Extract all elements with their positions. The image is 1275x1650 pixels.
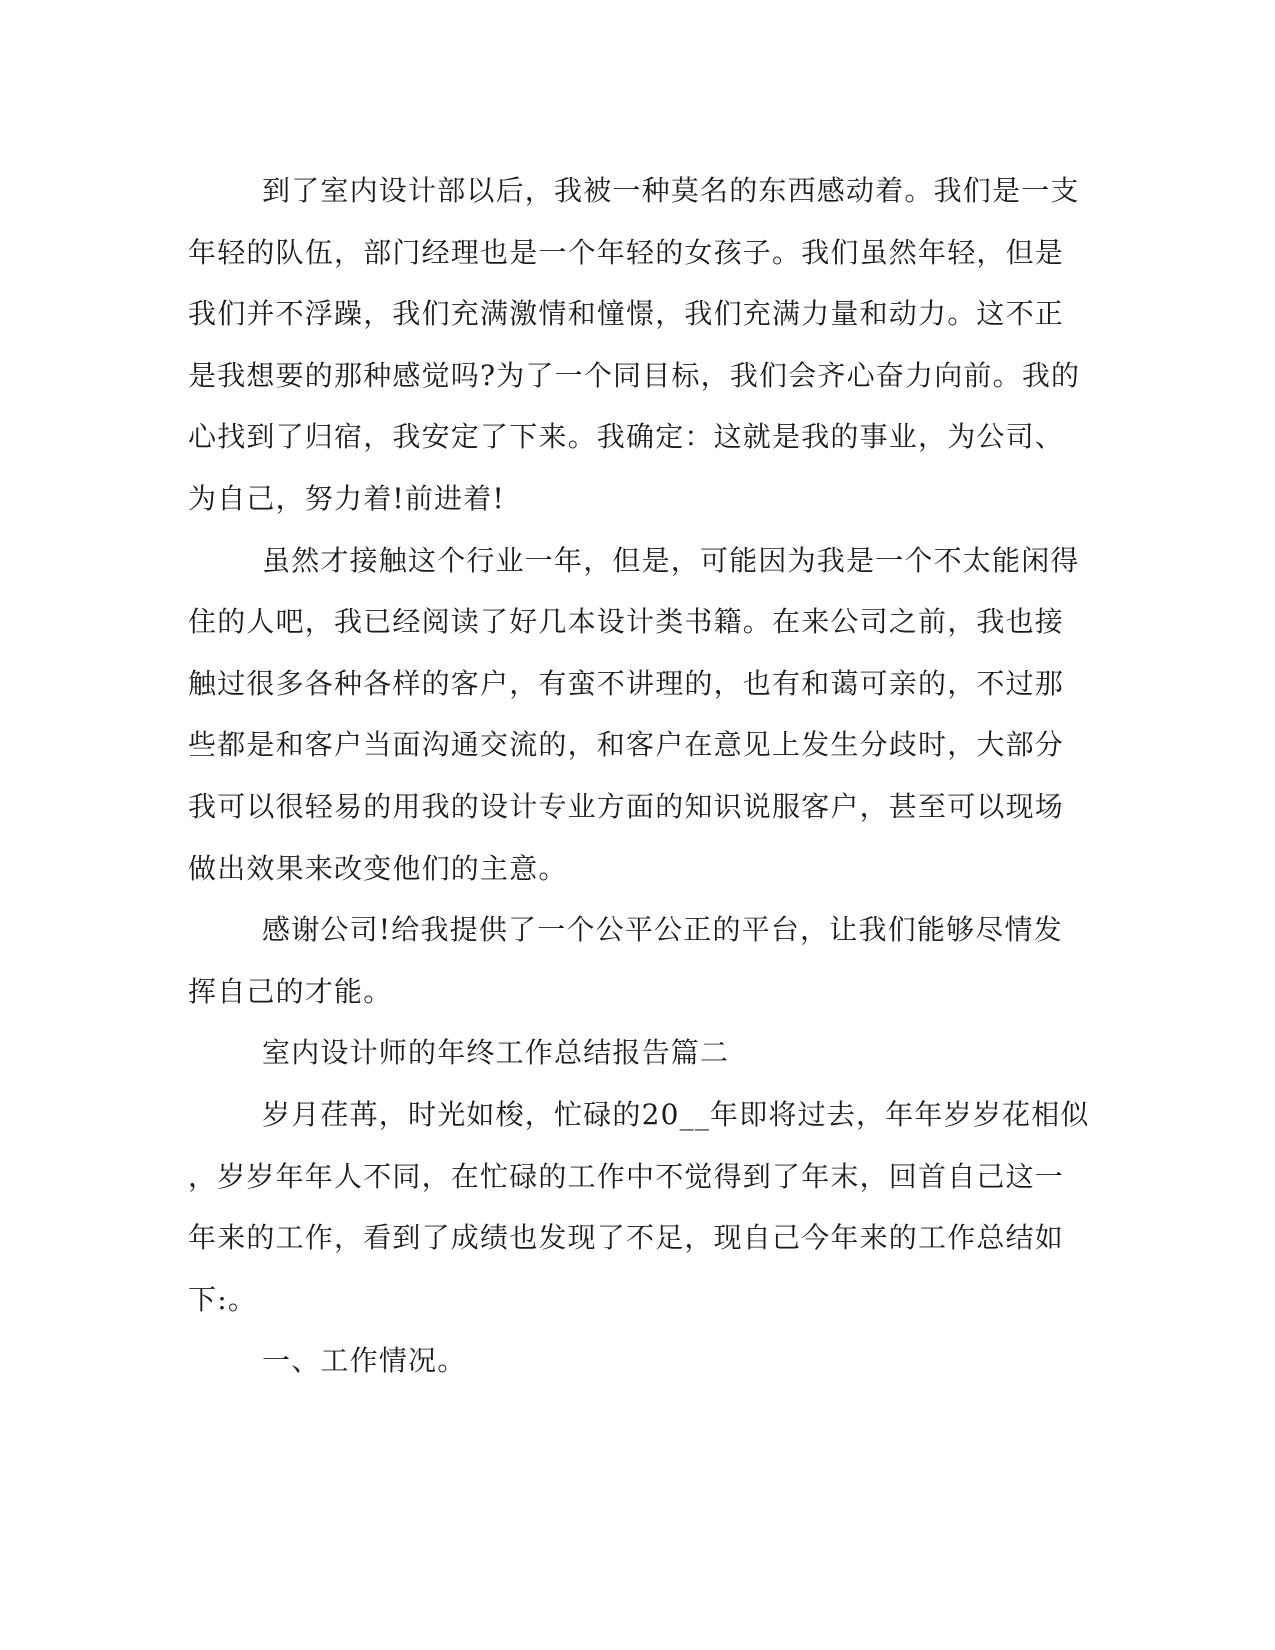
paragraph-line: 住的人吧，我已经阅读了好几本设计类书籍。在来公司之前，我也接: [188, 605, 1065, 639]
paragraph-2: [188, 530, 1078, 900]
section-heading-text: 室内设计师的年终工作总结报告篇二: [262, 1036, 730, 1070]
paragraph-line: 我们并不浮躁，我们充满激情和憧憬，我们充满力量和动力。这不正: [188, 297, 1065, 331]
paragraph-line: 我可以很轻易的用我的设计专业方面的知识说服客户，甚至可以现场: [188, 789, 1065, 823]
paragraph-line: 触过很多各种各样的客户，有蛮不讲理的，也有和蔼可亲的，不过那: [188, 666, 1065, 700]
paragraph-line: 做出效果来改变他们的主意。: [188, 851, 568, 885]
paragraph-line: 挥自己的才能。: [188, 974, 393, 1008]
paragraph-4: [188, 1084, 1090, 1330]
paragraph-3: [188, 899, 1078, 1022]
paragraph-line: 虽然才接触这个行业一年，但是，可能因为我是一个不太能闲得: [262, 543, 1080, 577]
paragraph-line: 为自己，努力着!前进着!: [188, 481, 505, 515]
paragraph-line: 年轻的队伍，部门经理也是一个年轻的女孩子。我们虽然年轻，但是: [188, 235, 1065, 269]
subsection-heading-text: 一、工作情况。: [262, 1344, 467, 1378]
paragraph-line: 些都是和客户当面沟通交流的，和客户在意见上发生分歧时，大部分: [188, 728, 1065, 762]
section-heading: [188, 1022, 1078, 1084]
paragraph-1: [188, 160, 1081, 530]
paragraph-line: 岁月荏苒，时光如梭，忙碌的20__年即将过去，年年岁岁花相似: [262, 1097, 1090, 1131]
paragraph-line: 下:。: [188, 1282, 258, 1316]
paragraph-line: ，岁岁年年人不同，在忙碌的工作中不觉得到了年末，回首自己这一: [188, 1159, 1065, 1193]
paragraph-line: 是我想要的那种感觉吗?为了一个同目标，我们会齐心奋力向前。我的: [188, 358, 1081, 392]
paragraph-line: 年来的工作，看到了成绩也发现了不足，现自己今年来的工作总结如: [188, 1221, 1065, 1255]
paragraph-line: 感谢公司!给我提供了一个公平公正的平台，让我们能够尽情发: [262, 913, 1063, 947]
document-body: [188, 160, 1090, 1392]
subsection-heading: [188, 1330, 1078, 1392]
paragraph-line: 到了室内设计部以后，我被一种莫名的东西感动着。我们是一支: [262, 174, 1080, 207]
paragraph-line: 心找到了归宿，我安定了下来。我确定：这就是我的事业，为公司、: [188, 420, 1065, 454]
